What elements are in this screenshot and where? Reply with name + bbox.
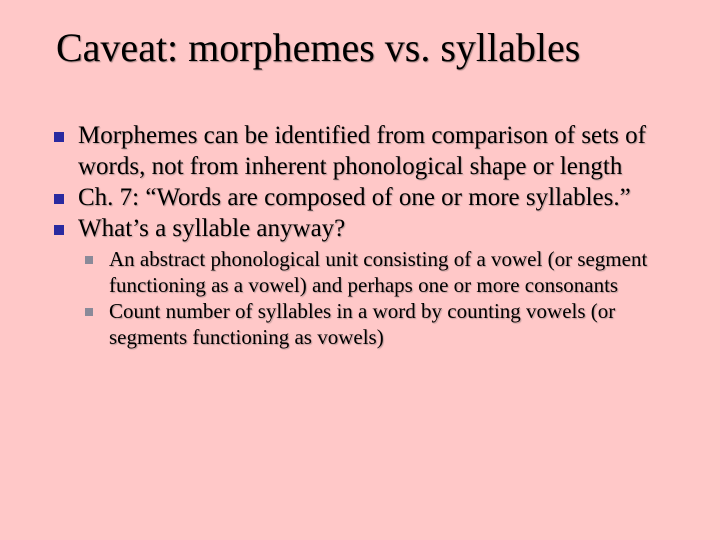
square-bullet-icon <box>54 132 64 142</box>
bullet-text: Ch. 7: “Words are composed of one or more syllables.” <box>78 184 631 211</box>
sub-bullet-list <box>52 246 692 350</box>
slide-title: Caveat: morphemes vs. syllables <box>56 25 581 70</box>
sub-bullet-item <box>52 298 692 350</box>
bullet-text: Morphemes can be identified from comparison of sets of words, not from inherent phonological shape or length <box>78 122 646 180</box>
square-bullet-icon <box>54 194 64 204</box>
square-bullet-icon <box>85 256 93 264</box>
square-bullet-icon <box>54 225 64 235</box>
bullet-item <box>52 213 692 244</box>
bullet-item <box>52 182 692 213</box>
sub-bullet-text: Count number of syllables in a word by counting vowels (or segments functioning as vowels) <box>109 299 616 349</box>
bullet-text: What’s a syllable anyway? <box>78 215 346 242</box>
sub-bullet-item <box>52 246 692 298</box>
bullet-item <box>52 120 692 182</box>
bullet-list <box>52 120 692 350</box>
sub-bullet-text: An abstract phonological unit consisting of a vowel (or segment functioning as a vowel) and perhaps one or more consonants <box>109 247 648 297</box>
square-bullet-icon <box>85 308 93 316</box>
